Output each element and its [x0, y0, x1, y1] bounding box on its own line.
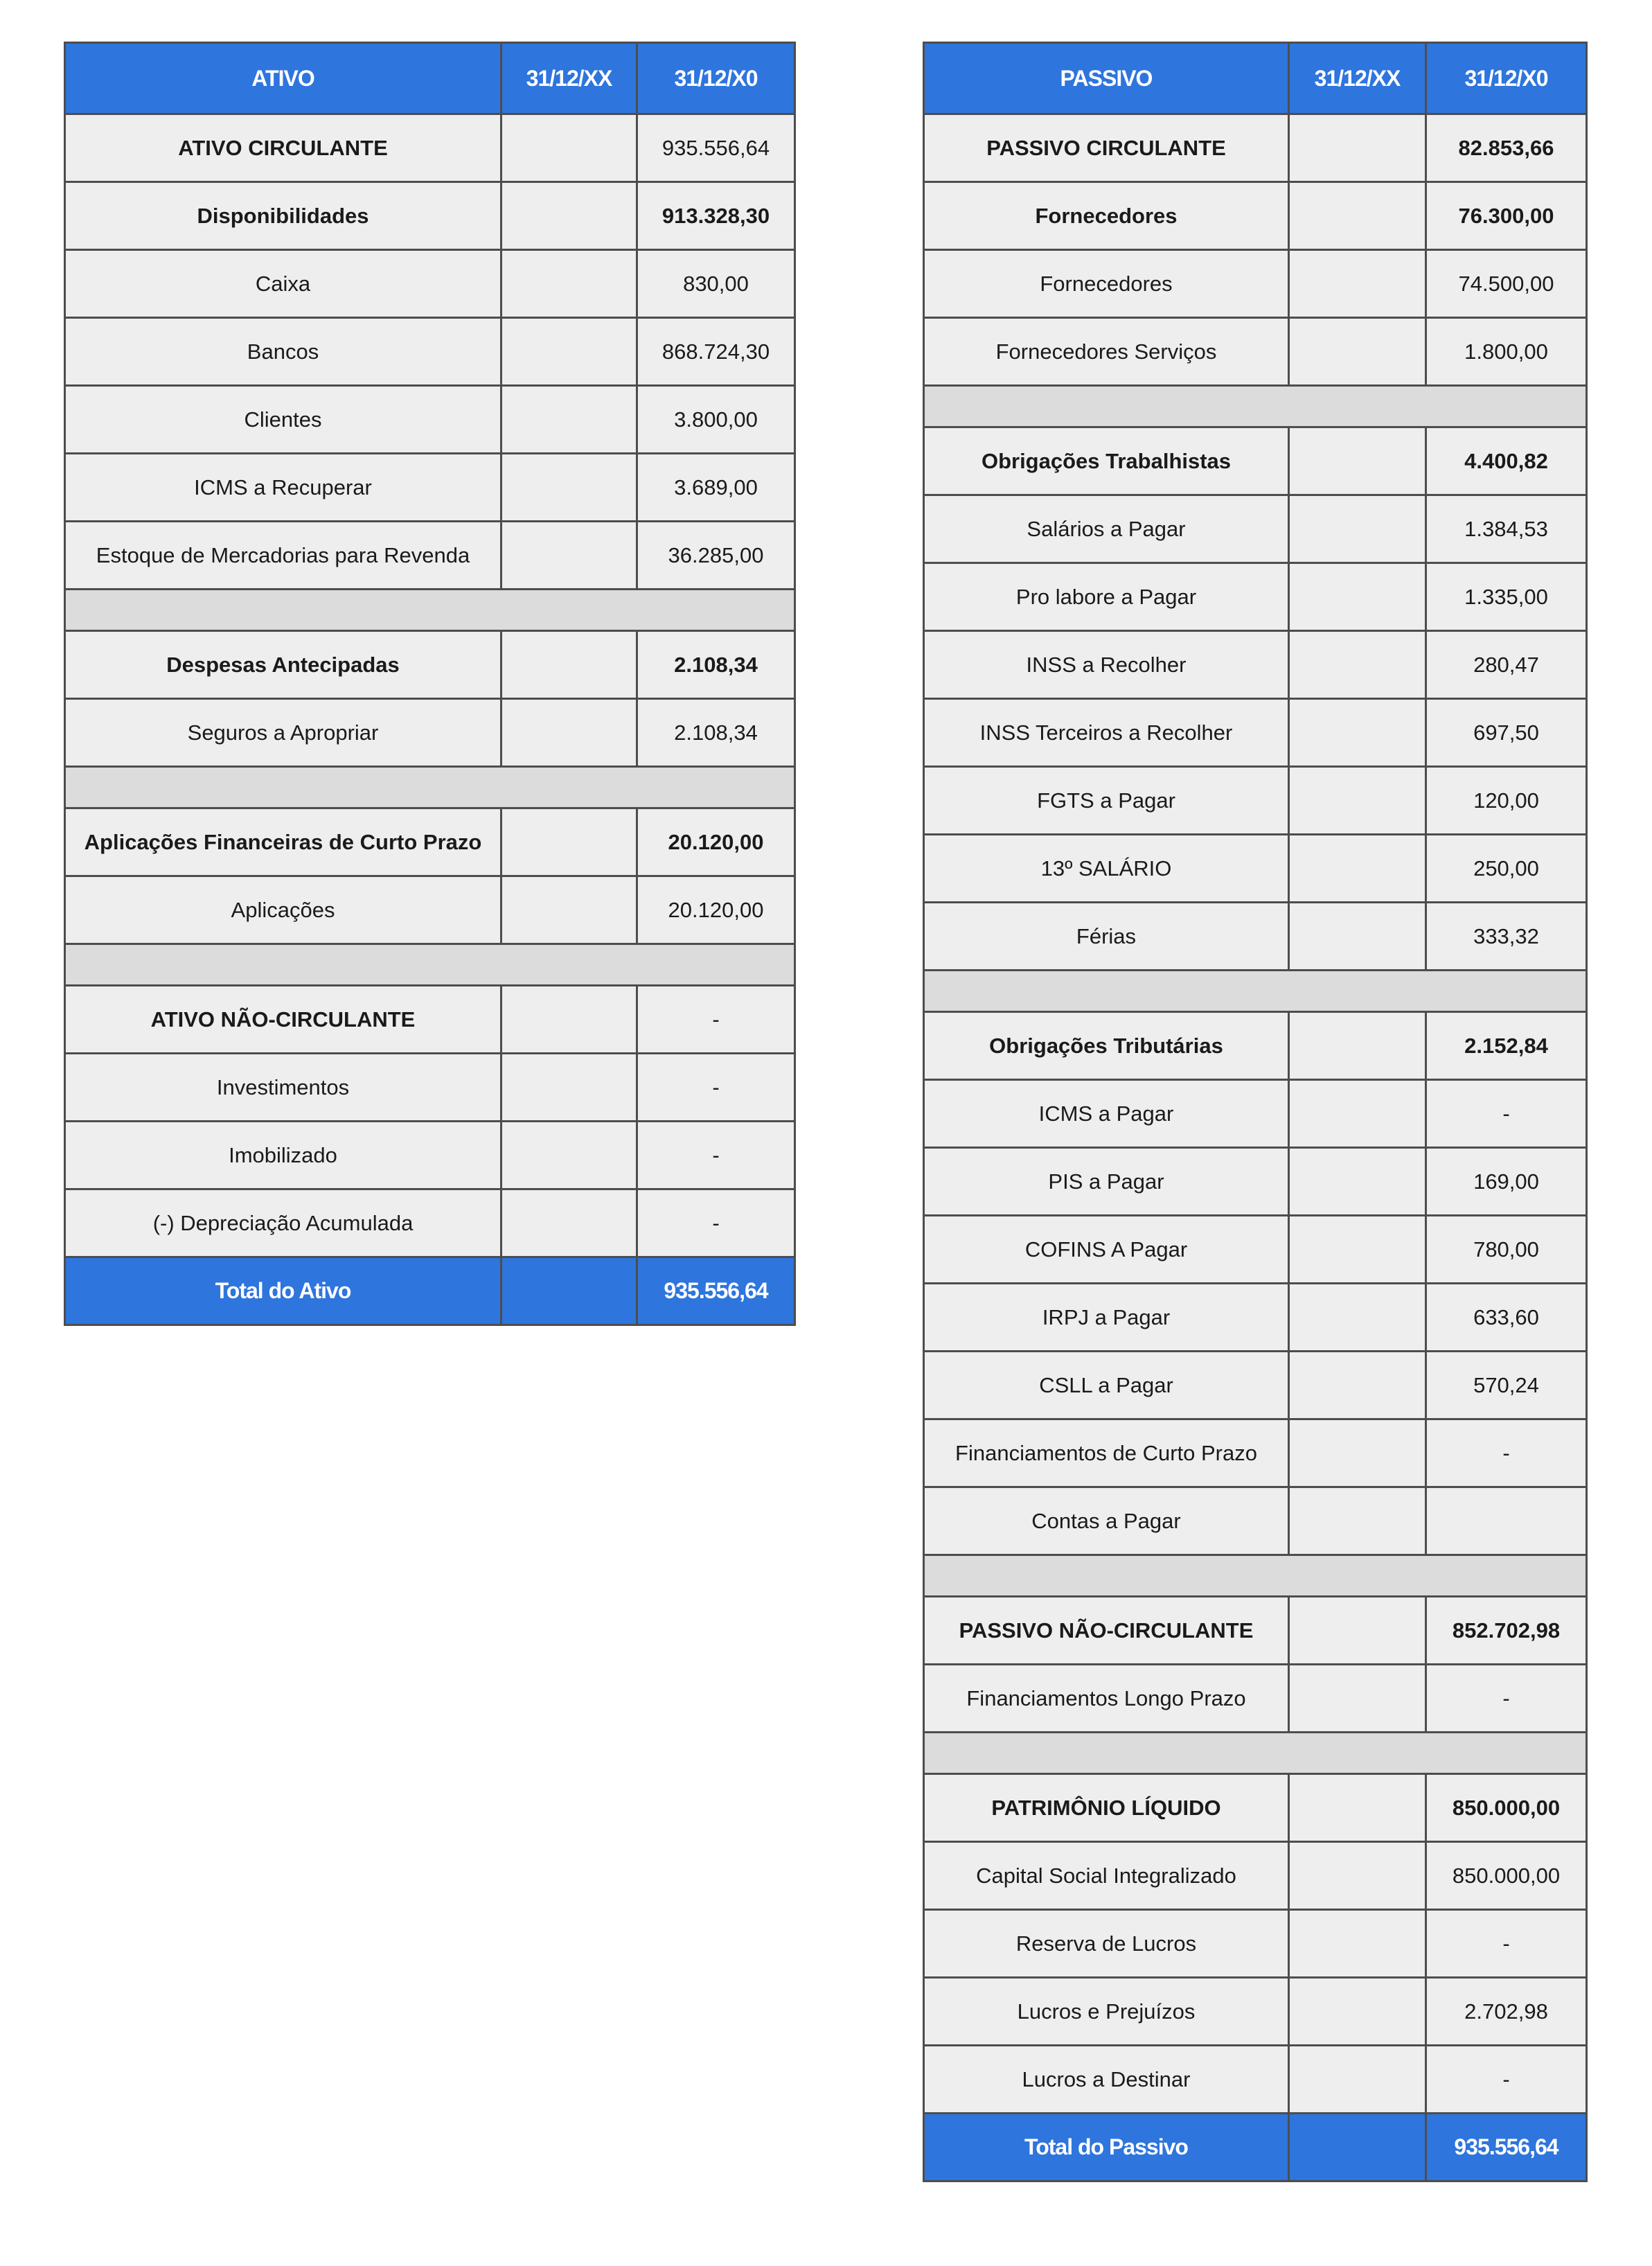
account-label: Reserva de Lucros — [924, 1910, 1289, 1978]
account-label: CSLL a Pagar — [924, 1352, 1289, 1419]
prev-value — [1289, 1080, 1426, 1148]
current-value: 76.300,00 — [1426, 182, 1587, 250]
spacer-cell — [924, 1733, 1587, 1774]
current-value: 20.120,00 — [637, 876, 795, 944]
passivo-row — [924, 182, 1587, 250]
ativo-table — [64, 42, 796, 1326]
current-value: - — [637, 986, 795, 1054]
current-value: 1.335,00 — [1426, 563, 1587, 631]
passivo-spacer-row — [924, 386, 1587, 427]
current-value: - — [1426, 1080, 1587, 1148]
prev-value — [1289, 495, 1426, 563]
current-value: 913.328,30 — [637, 182, 795, 250]
ativo-total-value: 935.556,64 — [637, 1257, 795, 1325]
prev-value — [1289, 1910, 1426, 1978]
account-label: Capital Social Integralizado — [924, 1842, 1289, 1910]
spacer-cell — [65, 767, 795, 808]
passivo-row — [924, 1284, 1587, 1352]
current-value: 333,32 — [1426, 903, 1587, 971]
prev-value — [1289, 631, 1426, 699]
current-value: 868.724,30 — [637, 318, 795, 386]
prev-value — [1289, 767, 1426, 835]
prev-value — [1289, 1284, 1426, 1352]
prev-value — [1289, 835, 1426, 903]
account-label: Fornecedores Serviços — [924, 318, 1289, 386]
account-label: Caixa — [65, 250, 501, 318]
ativo-header-row — [65, 43, 795, 114]
passivo-header-current-date: 31/12/X0 — [1426, 43, 1587, 114]
account-label: PATRIMÔNIO LÍQUIDO — [924, 1774, 1289, 1842]
account-label: Fornecedores — [924, 250, 1289, 318]
passivo-row — [924, 903, 1587, 971]
account-label: PIS a Pagar — [924, 1148, 1289, 1216]
passivo-row — [924, 1487, 1587, 1555]
account-label: Lucros e Prejuízos — [924, 1978, 1289, 2046]
passivo-row — [924, 1419, 1587, 1487]
current-value: 82.853,66 — [1426, 114, 1587, 182]
ativo-row — [65, 808, 795, 876]
account-label: Obrigações Tributárias — [924, 1012, 1289, 1080]
ativo-row — [65, 699, 795, 767]
account-label: Contas a Pagar — [924, 1487, 1289, 1555]
ativo-header-account: ATIVO — [65, 43, 501, 114]
account-label: (-) Depreciação Acumulada — [65, 1189, 501, 1257]
account-label: Estoque de Mercadorias para Revenda — [65, 522, 501, 590]
current-value: 852.702,98 — [1426, 1597, 1587, 1665]
passivo-row — [924, 1352, 1587, 1419]
ativo-total-label: Total do Ativo — [65, 1257, 501, 1325]
spacer-cell — [924, 1555, 1587, 1597]
prev-value — [1289, 1978, 1426, 2046]
passivo-header-account: PASSIVO — [924, 43, 1289, 114]
prev-value — [1289, 1012, 1426, 1080]
account-label: Financiamentos de Curto Prazo — [924, 1419, 1289, 1487]
ativo-spacer-row — [65, 590, 795, 631]
prev-value — [1289, 318, 1426, 386]
prev-value — [501, 318, 637, 386]
passivo-header-prev-date: 31/12/XX — [1289, 43, 1426, 114]
passivo-row — [924, 318, 1587, 386]
ativo-row — [65, 250, 795, 318]
ativo-row — [65, 986, 795, 1054]
ativo-total-prev — [501, 1257, 637, 1325]
ativo-row — [65, 1054, 795, 1122]
current-value: 280,47 — [1426, 631, 1587, 699]
prev-value — [501, 250, 637, 318]
passivo-row — [924, 495, 1587, 563]
passivo-row — [924, 767, 1587, 835]
account-label: Obrigações Trabalhistas — [924, 427, 1289, 495]
ativo-row — [65, 522, 795, 590]
spacer-cell — [65, 590, 795, 631]
ativo-row — [65, 318, 795, 386]
prev-value — [501, 1054, 637, 1122]
passivo-total-row — [924, 2114, 1587, 2181]
passivo-row — [924, 563, 1587, 631]
current-value: 120,00 — [1426, 767, 1587, 835]
current-value — [1426, 1487, 1587, 1555]
account-label: ATIVO CIRCULANTE — [65, 114, 501, 182]
prev-value — [1289, 1352, 1426, 1419]
passivo-row — [924, 631, 1587, 699]
ativo-row — [65, 114, 795, 182]
account-label: Despesas Antecipadas — [65, 631, 501, 699]
current-value: 850.000,00 — [1426, 1842, 1587, 1910]
prev-value — [1289, 1419, 1426, 1487]
prev-value — [501, 699, 637, 767]
passivo-total-value: 935.556,64 — [1426, 2114, 1587, 2181]
ativo-header-current-date: 31/12/X0 — [637, 43, 795, 114]
current-value: 74.500,00 — [1426, 250, 1587, 318]
prev-value — [501, 1122, 637, 1189]
prev-value — [1289, 563, 1426, 631]
current-value: 250,00 — [1426, 835, 1587, 903]
spacer-cell — [924, 386, 1587, 427]
passivo-row — [924, 1842, 1587, 1910]
current-value: 36.285,00 — [637, 522, 795, 590]
account-label: Lucros a Destinar — [924, 2046, 1289, 2114]
current-value: 2.108,34 — [637, 631, 795, 699]
account-label: Imobilizado — [65, 1122, 501, 1189]
prev-value — [1289, 1487, 1426, 1555]
ativo-row — [65, 876, 795, 944]
account-label: Disponibilidades — [65, 182, 501, 250]
current-value: 4.400,82 — [1426, 427, 1587, 495]
ativo-row — [65, 454, 795, 522]
prev-value — [1289, 182, 1426, 250]
ativo-body — [65, 114, 795, 1257]
ativo-spacer-row — [65, 767, 795, 808]
account-label: Fornecedores — [924, 182, 1289, 250]
prev-value — [501, 876, 637, 944]
prev-value — [501, 631, 637, 699]
current-value: - — [1426, 1665, 1587, 1733]
account-label: IRPJ a Pagar — [924, 1284, 1289, 1352]
current-value: 850.000,00 — [1426, 1774, 1587, 1842]
prev-value — [1289, 1216, 1426, 1284]
prev-value — [1289, 1148, 1426, 1216]
passivo-row — [924, 1978, 1587, 2046]
current-value: 2.152,84 — [1426, 1012, 1587, 1080]
passivo-row — [924, 427, 1587, 495]
account-label: COFINS A Pagar — [924, 1216, 1289, 1284]
current-value: 570,24 — [1426, 1352, 1587, 1419]
prev-value — [1289, 903, 1426, 971]
prev-value — [501, 522, 637, 590]
ativo-spacer-row — [65, 944, 795, 986]
current-value: - — [637, 1054, 795, 1122]
passivo-total-label: Total do Passivo — [924, 2114, 1289, 2181]
account-label: ICMS a Recuperar — [65, 454, 501, 522]
prev-value — [1289, 1597, 1426, 1665]
passivo-body — [924, 114, 1587, 2114]
current-value: 2.108,34 — [637, 699, 795, 767]
passivo-header-row — [924, 43, 1587, 114]
ativo-row — [65, 386, 795, 454]
account-label: INSS Terceiros a Recolher — [924, 699, 1289, 767]
prev-value — [501, 386, 637, 454]
current-value: 697,50 — [1426, 699, 1587, 767]
ativo-row — [65, 1189, 795, 1257]
current-value: 3.689,00 — [637, 454, 795, 522]
current-value: 780,00 — [1426, 1216, 1587, 1284]
ativo-row — [65, 1122, 795, 1189]
account-label: Financiamentos Longo Prazo — [924, 1665, 1289, 1733]
passivo-row — [924, 1774, 1587, 1842]
current-value: 935.556,64 — [637, 114, 795, 182]
current-value: - — [1426, 1910, 1587, 1978]
current-value: 633,60 — [1426, 1284, 1587, 1352]
prev-value — [1289, 114, 1426, 182]
passivo-spacer-row — [924, 971, 1587, 1012]
passivo-row — [924, 1597, 1587, 1665]
account-label: ICMS a Pagar — [924, 1080, 1289, 1148]
ativo-total-row — [65, 1257, 795, 1325]
prev-value — [1289, 699, 1426, 767]
current-value: 1.384,53 — [1426, 495, 1587, 563]
prev-value — [1289, 1665, 1426, 1733]
passivo-spacer-row — [924, 1733, 1587, 1774]
account-label: Salários a Pagar — [924, 495, 1289, 563]
passivo-table — [923, 42, 1588, 2182]
prev-value — [501, 1189, 637, 1257]
account-label: PASSIVO CIRCULANTE — [924, 114, 1289, 182]
current-value: - — [1426, 1419, 1587, 1487]
spacer-cell — [65, 944, 795, 986]
current-value: 830,00 — [637, 250, 795, 318]
prev-value — [1289, 427, 1426, 495]
passivo-row — [924, 250, 1587, 318]
account-label: Aplicações — [65, 876, 501, 944]
current-value: 2.702,98 — [1426, 1978, 1587, 2046]
passivo-row — [924, 1012, 1587, 1080]
passivo-row — [924, 1910, 1587, 1978]
ativo-header-prev-date: 31/12/XX — [501, 43, 637, 114]
account-label: PASSIVO NÃO-CIRCULANTE — [924, 1597, 1289, 1665]
account-label: Investimentos — [65, 1054, 501, 1122]
account-label: Pro labore a Pagar — [924, 563, 1289, 631]
prev-value — [1289, 250, 1426, 318]
passivo-row — [924, 2046, 1587, 2114]
prev-value — [501, 182, 637, 250]
prev-value — [1289, 1842, 1426, 1910]
prev-value — [501, 114, 637, 182]
passivo-row — [924, 835, 1587, 903]
passivo-row — [924, 1080, 1587, 1148]
prev-value — [501, 808, 637, 876]
prev-value — [1289, 1774, 1426, 1842]
prev-value — [1289, 2046, 1426, 2114]
ativo-row — [65, 631, 795, 699]
current-value: - — [1426, 2046, 1587, 2114]
current-value: - — [637, 1189, 795, 1257]
current-value: 3.800,00 — [637, 386, 795, 454]
prev-value — [501, 454, 637, 522]
passivo-row — [924, 1216, 1587, 1284]
current-value: 169,00 — [1426, 1148, 1587, 1216]
current-value: 1.800,00 — [1426, 318, 1587, 386]
account-label: INSS a Recolher — [924, 631, 1289, 699]
passivo-row — [924, 114, 1587, 182]
passivo-row — [924, 1148, 1587, 1216]
passivo-total-prev — [1289, 2114, 1426, 2181]
passivo-spacer-row — [924, 1555, 1587, 1597]
spacer-cell — [924, 971, 1587, 1012]
account-label: Bancos — [65, 318, 501, 386]
account-label: Clientes — [65, 386, 501, 454]
account-label: Seguros a Apropriar — [65, 699, 501, 767]
account-label: 13º SALÁRIO — [924, 835, 1289, 903]
current-value: - — [637, 1122, 795, 1189]
passivo-row — [924, 1665, 1587, 1733]
prev-value — [501, 986, 637, 1054]
account-label: FGTS a Pagar — [924, 767, 1289, 835]
current-value: 20.120,00 — [637, 808, 795, 876]
account-label: Aplicações Financeiras de Curto Prazo — [65, 808, 501, 876]
account-label: Férias — [924, 903, 1289, 971]
passivo-row — [924, 699, 1587, 767]
ativo-row — [65, 182, 795, 250]
account-label: ATIVO NÃO-CIRCULANTE — [65, 986, 501, 1054]
